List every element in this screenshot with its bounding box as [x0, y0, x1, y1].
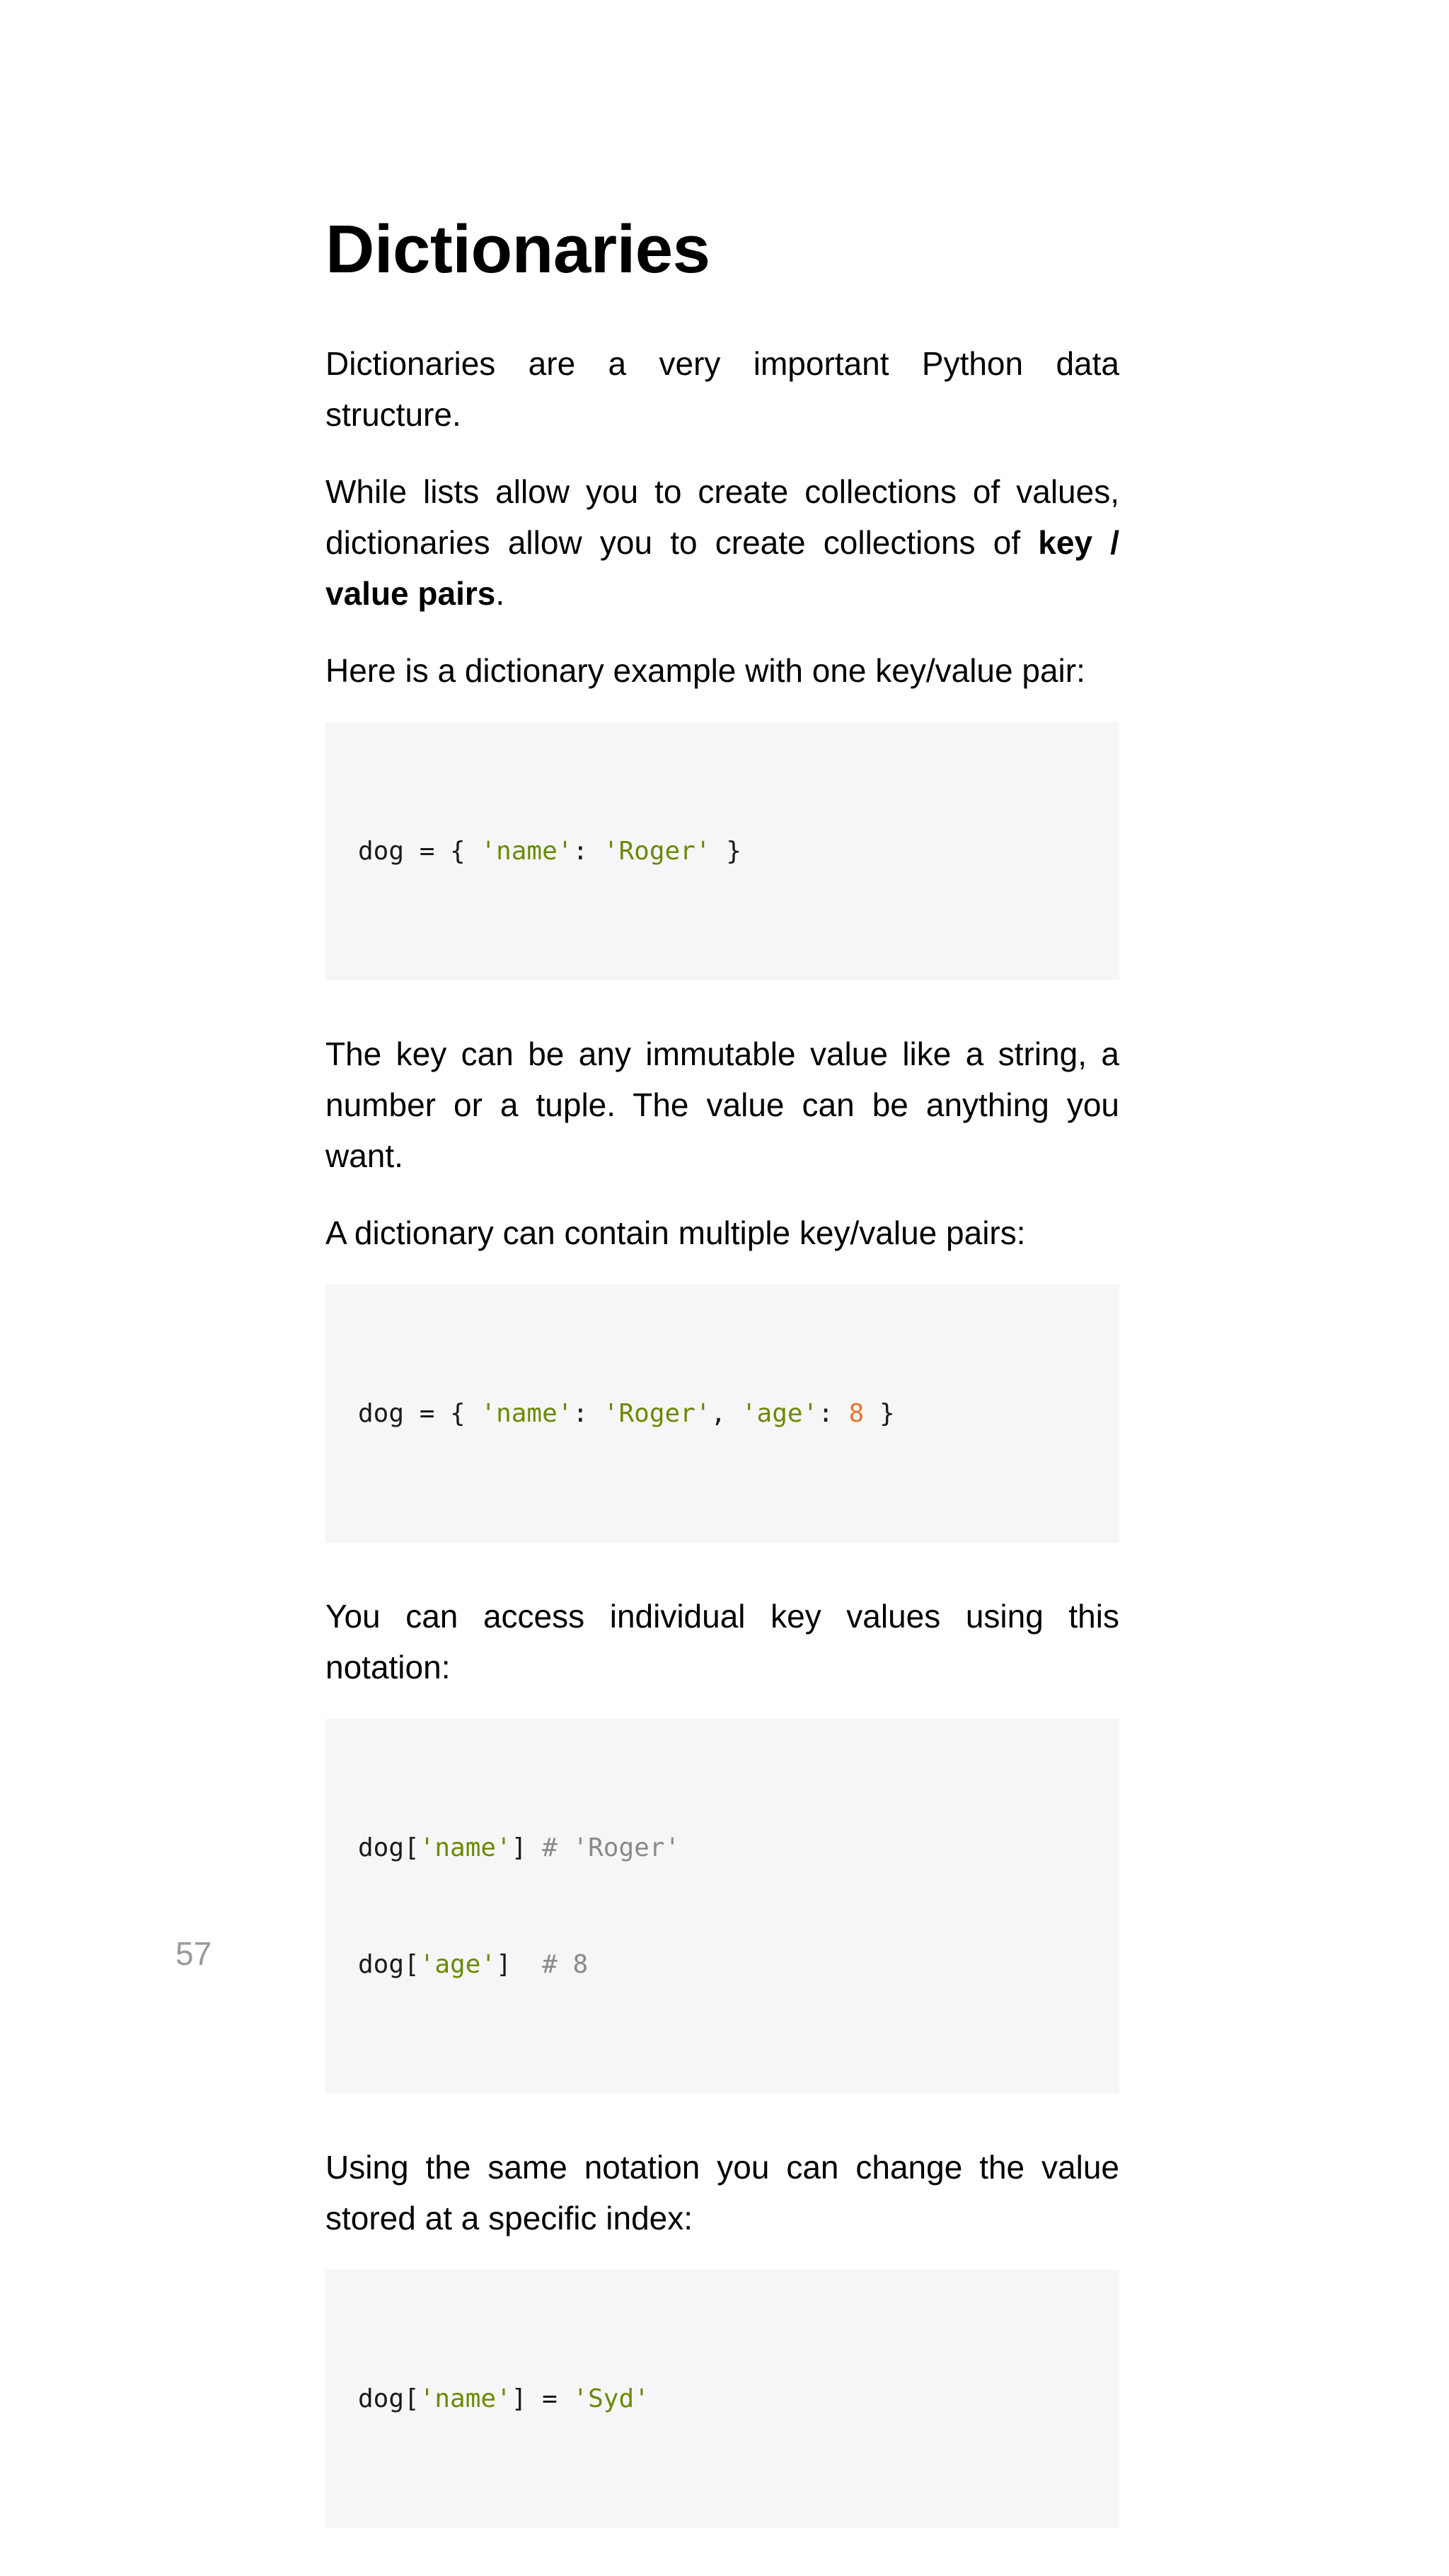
- code-token-str: 'name': [419, 2384, 512, 2413]
- code-token-plain: ,: [710, 1398, 741, 1428]
- page-number: 57: [175, 1935, 212, 1972]
- code-token-plain: dog[: [358, 1949, 420, 1979]
- code-line: [358, 832, 1087, 871]
- code-token-num: 8: [848, 1398, 865, 1428]
- code-line: [358, 1394, 1087, 1433]
- page-title: Dictionaries: [325, 211, 710, 287]
- code-token-plain: }: [864, 1398, 895, 1428]
- code-block-access: [325, 1719, 1119, 2094]
- bold-term: key / value pairs: [325, 523, 1119, 612]
- code-token-plain: :: [572, 836, 604, 866]
- code-token-str: 'name': [480, 1398, 573, 1428]
- code-token-plain: ]: [511, 1833, 543, 1862]
- code-token-str: 'name': [480, 836, 573, 866]
- code-token-plain: dog[: [358, 2384, 420, 2413]
- paragraph-change-value: Using the same notation you can change the value stored at a specific index:: [325, 2148, 1119, 2236]
- paragraph-end: .: [495, 574, 505, 612]
- code-token-plain: dog = {: [358, 1398, 481, 1428]
- paragraph-key-types: The key can be any immutable value like a string, a number or a tuple. The value can be anything you want.: [325, 1035, 1119, 1174]
- paragraph-lists-vs-dicts: [325, 466, 1119, 619]
- code-token-str: 'Roger': [603, 1398, 711, 1428]
- code-token-plain: ] =: [511, 2384, 573, 2413]
- code-token-cmt: # 'Roger': [542, 1833, 681, 1862]
- paragraph-intro: Dictionaries are a very important Python data structure.: [325, 344, 1119, 433]
- code-token-plain: }: [710, 836, 741, 866]
- page-content: [325, 212, 1119, 2576]
- code-token-str: 'age': [419, 1949, 497, 1979]
- code-line: [358, 1945, 1087, 1984]
- code-block-single-pair: [325, 722, 1119, 980]
- code-token-str: 'Roger': [603, 836, 711, 866]
- code-token-str: 'age': [741, 1398, 819, 1428]
- code-token-plain: ]: [496, 1949, 543, 1979]
- paragraph-example-intro: Here is a dictionary example with one key/value pair:: [325, 651, 1085, 689]
- code-line: [358, 2379, 1087, 2418]
- code-token-plain: :: [818, 1398, 849, 1428]
- code-line: [358, 1828, 1087, 1867]
- code-block-assign: [325, 2270, 1119, 2528]
- code-token-cmt: # 8: [542, 1949, 589, 1979]
- code-token-str: 'Syd': [572, 2384, 650, 2413]
- paragraph-multiple-pairs: A dictionary can contain multiple key/value pairs:: [325, 1214, 1026, 1251]
- code-token-plain: dog[: [358, 1833, 420, 1862]
- paragraph-access: You can access individual key values using this notation:: [325, 1597, 1119, 1686]
- code-token-plain: :: [572, 1398, 604, 1428]
- code-block-multiple-pairs: [325, 1284, 1119, 1543]
- code-token-str: 'name': [419, 1833, 512, 1862]
- code-token-plain: dog = {: [358, 836, 481, 866]
- paragraph-text: While lists allow you to create collections of values, dictionaries allow you to create collections of: [325, 472, 1119, 561]
